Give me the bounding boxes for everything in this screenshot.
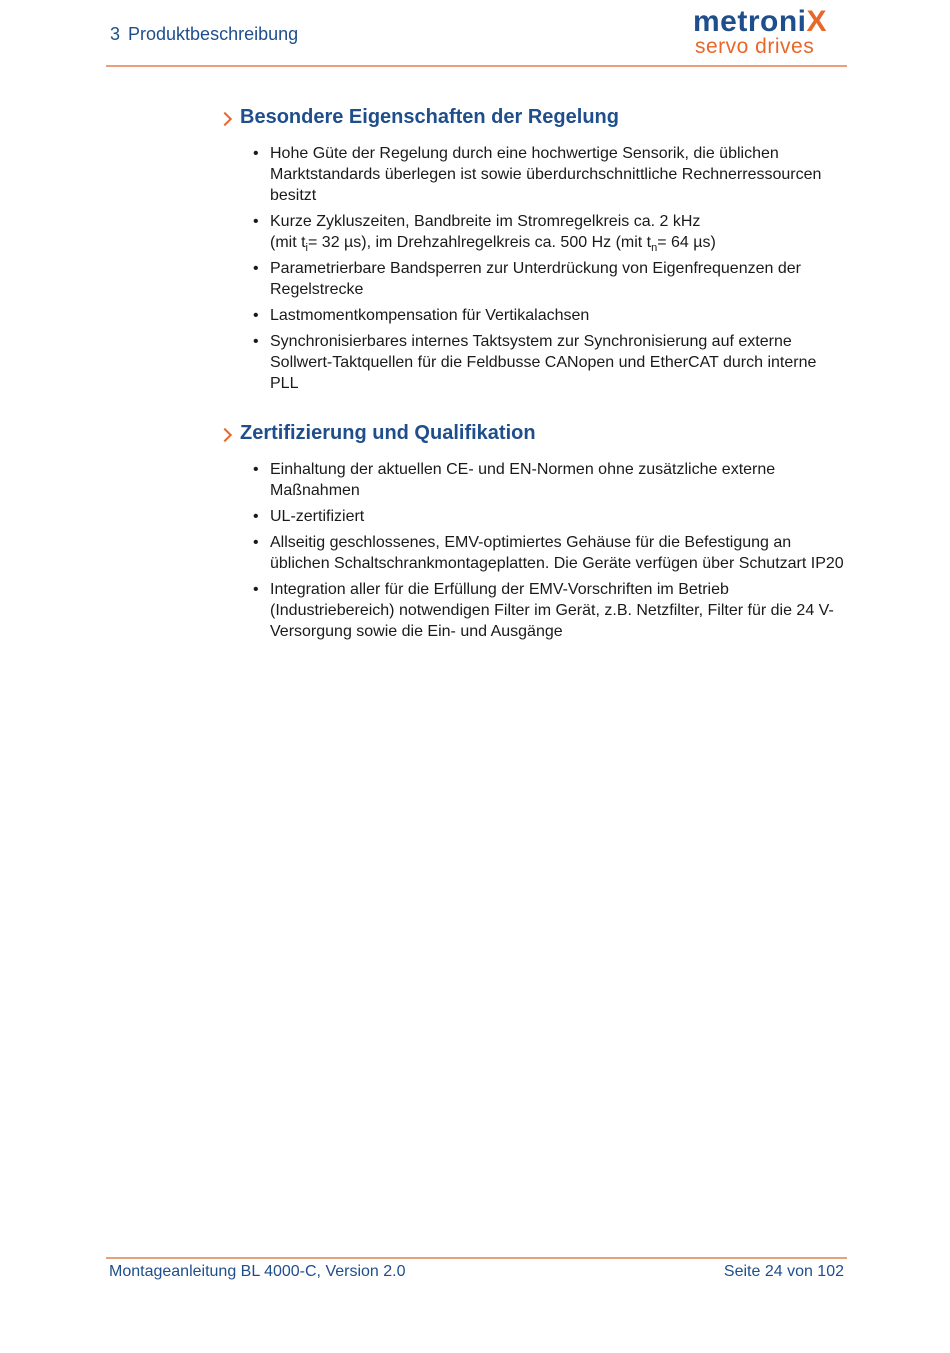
header-divider (106, 65, 847, 67)
bullet-icon: • (253, 145, 259, 162)
chapter-number: 3 (110, 24, 121, 44)
bullet-icon: • (253, 508, 259, 525)
logo-x-mark: X (806, 5, 828, 38)
bullet-icon: • (253, 307, 259, 324)
logo-main-text: metroni (693, 5, 807, 38)
chevron-right-icon (218, 111, 232, 125)
list-item: • Synchronisierbares internes Taktsystem zur Synchronisierung auf externe Sollwert-Taktquellen für die Feldbusse CANopen und EtherCAT durch interne PLL (253, 333, 817, 392)
bullet-icon: • (253, 581, 259, 598)
bullet-list (220, 143, 845, 394)
list-item: • Einhaltung der aktuellen CE- und EN-Normen ohne zusätzliche externe Maßnahmen (253, 461, 776, 499)
footer-divider (106, 1257, 847, 1259)
footer-page-number: Seite 24 von 102 (723, 1263, 844, 1280)
list-item: • Lastmomentkompensation für Vertikalachsen (253, 307, 590, 324)
section-title (220, 422, 845, 445)
footer-document-title: Montageanleitung BL 4000-C, Version 2.0 (109, 1263, 406, 1280)
list-item: • Allseitig geschlossenes, EMV-optimiertes Gehäuse für die Befestigung an üblichen Schaltschrankmontageplatten. Die Geräte verfügen über Schutzart IP20 (253, 534, 844, 572)
chevron-right-icon (218, 427, 232, 441)
list-item: • UL-zertifiziert (253, 508, 365, 525)
list-item: • Hohe Güte der Regelung durch eine hochwertige Sensorik, die üblichen Marktstandards überlegen ist sowie überdurchschnittliche Rechnerressourcen besitzt (253, 145, 822, 204)
section-title (220, 106, 845, 129)
bullet-icon: • (253, 461, 259, 478)
section-zertifizierung (220, 422, 845, 642)
metronix-logo (693, 6, 843, 56)
logo-subtitle: servo drives (695, 35, 815, 58)
section-title-text: Besondere Eigenschaften der Regelung (240, 106, 619, 128)
bullet-icon: • (253, 260, 259, 277)
list-item: • Kurze Zykluszeiten, Bandbreite im Stromregelkreis ca. 2 kHz (mit $t_i= 32$ µs), im Drehzahlregelkreis ca. 500 Hz (mit $t_n= 64$ µs) (253, 213, 716, 255)
bullet-icon: • (253, 333, 259, 350)
list-item: • Parametrierbare Bandsperren zur Unterdrückung von Eigenfrequenzen der Regelstrecke (253, 260, 801, 298)
list-item: • Integration aller für die Erfüllung der EMV-Vorschriften im Betrieb (Industriebereich) notwendigen Filter im Gerät, z.B. Netzfilter, Filter für die 24 V-Versorgung sowie die Ein- und Ausgänge (253, 581, 834, 640)
bullet-icon: • (253, 534, 259, 551)
section-regelung (220, 106, 845, 394)
bullet-list (220, 459, 845, 642)
chapter-title: Produktbeschreibung (128, 24, 299, 44)
section-title-text: Zertifizierung und Qualifikation (240, 422, 536, 444)
bullet-icon: • (253, 213, 259, 230)
main-content (220, 106, 845, 670)
chapter-heading (110, 24, 298, 45)
page-header (106, 0, 847, 66)
